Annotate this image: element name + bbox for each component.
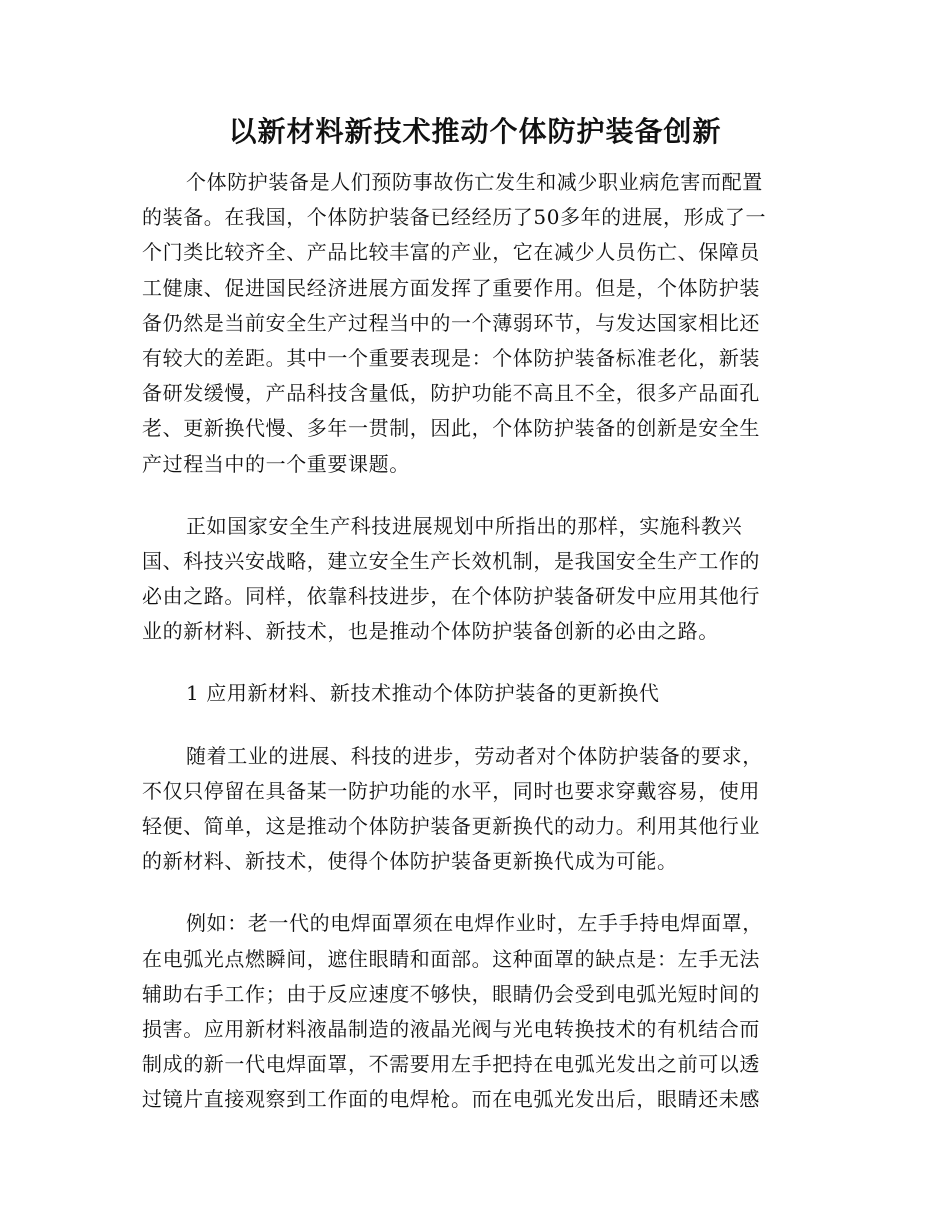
document-body [142,165,808,1118]
text-line: 辅助右手工作；由于反应速度不够快，眼睛仍会受到电弧光短时间的 [142,981,760,1006]
text-line: 不仅只停留在具备某一防护功能的水平，同时也要求穿戴容易，使用 [142,778,760,803]
text-line: 业的新材料、新技术，也是推动个体防护装备创新的必由之路。 [142,619,719,644]
document-title: 以新材料新技术推动个体防护装备创新 [228,115,722,148]
text-line: 随着工业的进展、科技的进步，劳动者对个体防护装备的要求， [186,743,763,768]
text-line: 的装备。在我国，个体防护装备已经经历了50多年的进展，形成了一 [142,205,767,230]
section-heading-text: 1 应用新材料、新技术推动个体防护装备的更新换代 [186,681,660,706]
text-line: 产过程当中的一个重要课题。 [142,451,410,476]
text-line: 备研发缓慢，产品科技含量低，防护功能不高且不全，很多产品面孔 [142,381,760,406]
paragraph-strategy [142,509,808,650]
section-heading [142,676,808,711]
paragraph-gap [142,482,808,509]
text-line: 老、更新换代慢、多年一贯制，因此，个体防护装备的创新是安全生 [142,416,760,441]
text-line: 的新材料、新技术，使得个体防护装备更新换代成为可能。 [142,849,678,874]
text-line: 损害。应用新材料液晶制造的液晶光阀与光电转换技术的有机结合而 [142,1016,760,1041]
text-line: 工健康、促进国民经济进展方面发挥了重要作用。但是，个体防护装 [142,275,760,300]
paragraph-gap [142,712,808,739]
text-line: 有较大的差距。其中一个重要表现是：个体防护装备标准老化，新装 [142,345,760,370]
text-line: 正如国家安全生产科技进展规划中所指出的那样，实施科教兴 [186,513,743,538]
text-line: 个门类比较齐全、产品比较丰富的产业，它在减少人员伤亡、保障员 [142,240,760,265]
paragraph-gap [142,649,808,676]
text-line: 必由之路。同样，依靠科技进步，在个体防护装备研发中应用其他行 [142,584,760,609]
paragraph-progress [142,739,808,880]
text-line: 个体防护装备是人们预防事故伤亡发生和减少职业病危害而配置 [186,170,763,194]
text-line: 国、科技兴安战略，建立安全生产长效机制，是我国安全生产工作的 [142,548,760,573]
text-line: 在电弧光点燃瞬间，遮住眼睛和面部。这种面罩的缺点是：左手无法 [142,946,760,971]
text-line: 轻便、简单，这是推动个体防护装备更新换代的动力。利用其他行业 [142,814,760,838]
text-line: 制成的新一代电焊面罩，不需要用左手把持在电弧光发出之前可以透 [142,1052,760,1077]
paragraph-example [142,906,808,1117]
text-line: 例如：老一代的电焊面罩须在电焊作业时，左手手持电焊面罩， [186,911,763,936]
text-line: 备仍然是当前安全生产过程当中的一个薄弱环节，与发达国家相比还 [142,310,760,335]
paragraph-intro [142,165,808,482]
paragraph-gap [142,879,808,906]
text-line: 过镜片直接观察到工作面的电焊枪。而在电弧光发出后，眼睛还未感 [142,1087,760,1112]
